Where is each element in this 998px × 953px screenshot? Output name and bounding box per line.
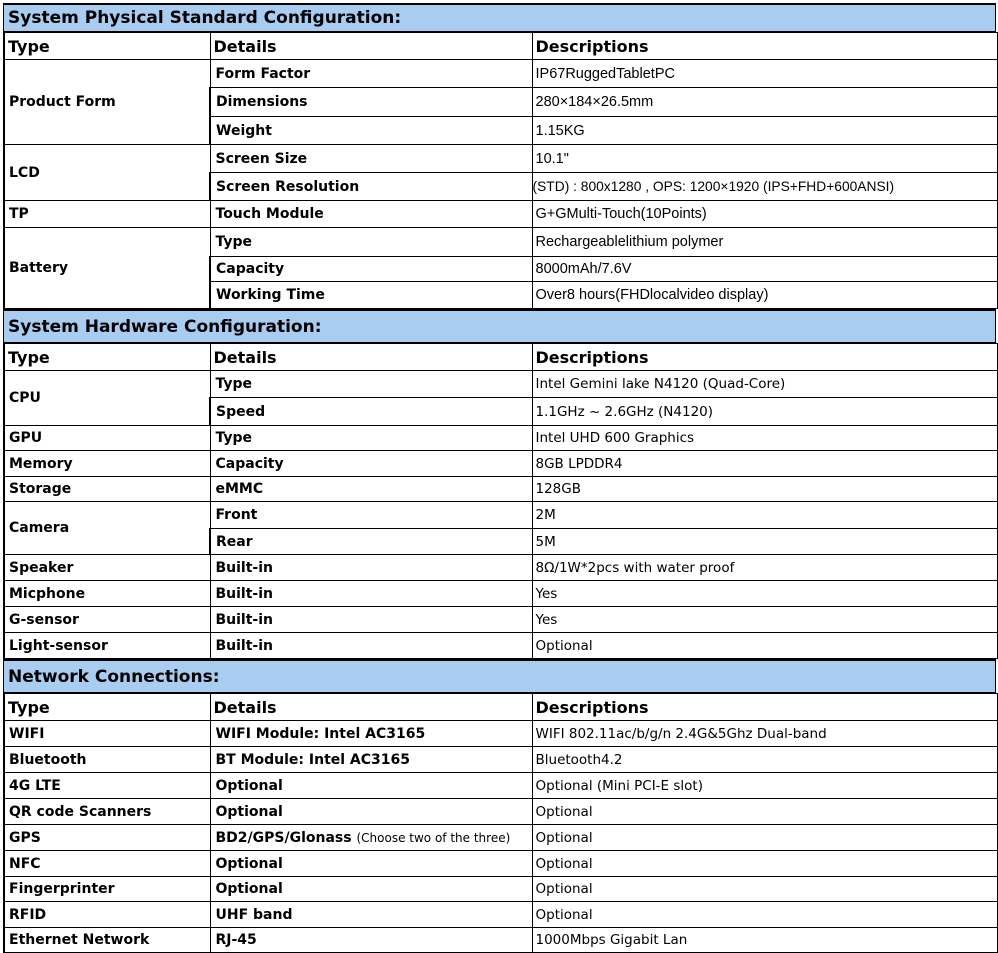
section-title-network: Network Connections:	[3, 659, 996, 693]
details-cell: Front	[210, 502, 532, 529]
table-header-row	[4, 33, 997, 60]
table-row	[4, 799, 997, 825]
description-cell: 8000mAh/7.6V	[532, 257, 997, 282]
details-cell: Rear	[210, 529, 532, 555]
col-header-type: Type	[4, 344, 210, 371]
details-cell: WIFI Module: Intel AC3165	[210, 721, 532, 747]
description-cell: 8Ω/1W*2pcs with water proof	[532, 555, 997, 581]
details-cell: Capacity	[210, 451, 532, 477]
col-header-details: Details	[210, 344, 532, 371]
section-title-hardware: System Hardware Configuration:	[3, 309, 996, 343]
details-cell: Capacity	[210, 257, 532, 282]
type-cell: Storage	[4, 477, 210, 502]
type-cell: Ethernet Network	[4, 928, 210, 953]
table-row	[4, 581, 997, 607]
table-header-row	[4, 694, 997, 721]
description-cell: Optional	[532, 799, 997, 825]
description-cell: 1000Mbps Gigabit Lan	[532, 928, 997, 953]
table-row	[4, 902, 997, 928]
table-row	[4, 633, 997, 659]
network-spec-table	[3, 693, 998, 953]
description-cell: Intel UHD 600 Graphics	[532, 426, 997, 451]
description-cell: Rechargeablelithium polymer	[532, 228, 997, 257]
table-row	[4, 928, 997, 953]
details-cell: Optional	[210, 799, 532, 825]
col-header-type: Type	[4, 694, 210, 721]
type-cell: WIFI	[4, 721, 210, 747]
details-cell: Type	[210, 228, 532, 257]
description-cell: 1.1GHz ~ 2.6GHz (N4120)	[532, 398, 997, 426]
details-cell: UHF band	[210, 902, 532, 928]
type-cell: G-sensor	[4, 607, 210, 633]
description-cell: G+GMulti-Touch(10Points)	[532, 201, 997, 228]
type-cell: Bluetooth	[4, 747, 210, 773]
details-cell: Speed	[210, 398, 532, 426]
description-cell: Optional	[532, 633, 997, 659]
details-cell	[210, 825, 532, 851]
details-cell: Type	[210, 371, 532, 398]
section-title-physical: System Physical Standard Configuration:	[3, 3, 996, 32]
table-row	[4, 145, 997, 173]
details-cell: eMMC	[210, 477, 532, 502]
table-row	[4, 60, 997, 88]
description-cell: 1.15KG	[532, 117, 997, 145]
table-row	[4, 477, 997, 502]
description-cell: 8GB LPDDR4	[532, 451, 997, 477]
table-row	[4, 201, 997, 228]
spec-document	[3, 3, 996, 951]
table-row	[4, 228, 997, 257]
type-cell: QR code Scanners	[4, 799, 210, 825]
table-row	[4, 426, 997, 451]
type-cell: Memory	[4, 451, 210, 477]
type-cell: RFID	[4, 902, 210, 928]
physical-spec-table	[3, 32, 998, 309]
details-cell: RJ-45	[210, 928, 532, 953]
details-cell: Screen Resolution	[210, 173, 532, 201]
description-cell: 2M	[532, 502, 997, 529]
details-cell: Built-in	[210, 581, 532, 607]
description-cell: 128GB	[532, 477, 997, 502]
type-cell: Speaker	[4, 555, 210, 581]
table-row	[4, 555, 997, 581]
table-row	[4, 371, 997, 398]
hardware-spec-table	[3, 343, 998, 659]
gps-details-note: (Choose two of the three)	[356, 830, 511, 845]
description-cell: 280×184×26.5mm	[532, 88, 997, 117]
details-cell: Optional	[210, 851, 532, 877]
details-cell: Weight	[210, 117, 532, 145]
table-row	[4, 877, 997, 902]
type-cell: Camera	[4, 502, 210, 555]
details-cell: Touch Module	[210, 201, 532, 228]
description-cell: WIFI 802.11ac/b/g/n 2.4G&5Ghz Dual-band	[532, 721, 997, 747]
col-header-descriptions: Descriptions	[532, 694, 997, 721]
details-cell: Working Time	[210, 282, 532, 309]
description-cell: Yes	[532, 607, 997, 633]
col-header-type: Type	[4, 33, 210, 60]
type-cell: 4G LTE	[4, 773, 210, 799]
details-cell: BT Module: Intel AC3165	[210, 747, 532, 773]
table-row	[4, 747, 997, 773]
type-cell: GPU	[4, 426, 210, 451]
description-cell: Optional	[532, 825, 997, 851]
table-row	[4, 773, 997, 799]
details-cell: Optional	[210, 877, 532, 902]
details-cell: Screen Size	[210, 145, 532, 173]
type-cell: Product Form	[4, 60, 210, 145]
description-cell: IP67RuggedTabletPC	[532, 60, 997, 88]
type-cell: Micphone	[4, 581, 210, 607]
col-header-details: Details	[210, 33, 532, 60]
description-cell: Bluetooth4.2	[532, 747, 997, 773]
col-header-details: Details	[210, 694, 532, 721]
details-cell: Built-in	[210, 633, 532, 659]
description-cell: Optional	[532, 902, 997, 928]
table-header-row	[4, 344, 997, 371]
description-cell: Intel Gemini lake N4120 (Quad-Core)	[532, 371, 997, 398]
table-row	[4, 451, 997, 477]
description-cell: 10.1"	[532, 145, 997, 173]
description-cell: Over8 hours(FHDlocalvideo display)	[532, 282, 997, 309]
description-cell: Optional	[532, 877, 997, 902]
details-cell: Built-in	[210, 555, 532, 581]
type-cell: Light-sensor	[4, 633, 210, 659]
col-header-descriptions: Descriptions	[532, 344, 997, 371]
type-cell: CPU	[4, 371, 210, 426]
col-header-descriptions: Descriptions	[532, 33, 997, 60]
description-cell: (STD) : 800x1280 , OPS: 1200×1920 (IPS+FHD+600ANSI)	[532, 173, 997, 201]
table-row	[4, 607, 997, 633]
table-row	[4, 825, 997, 851]
description-cell: Yes	[532, 581, 997, 607]
type-cell: Battery	[4, 228, 210, 309]
details-cell: Built-in	[210, 607, 532, 633]
details-cell: Dimensions	[210, 88, 532, 117]
type-cell: Fingerprinter	[4, 877, 210, 902]
description-cell: Optional	[532, 851, 997, 877]
details-cell: Optional	[210, 773, 532, 799]
details-cell: Type	[210, 426, 532, 451]
table-row	[4, 851, 997, 877]
details-cell: Form Factor	[210, 60, 532, 88]
table-row	[4, 721, 997, 747]
gps-details-label: BD2/GPS/Glonass	[215, 829, 352, 846]
type-cell: NFC	[4, 851, 210, 877]
table-row	[4, 502, 997, 529]
type-cell: LCD	[4, 145, 210, 201]
description-cell: 5M	[532, 529, 997, 555]
type-cell: GPS	[4, 825, 210, 851]
type-cell: TP	[4, 201, 210, 228]
description-cell: Optional (Mini PCI-E slot)	[532, 773, 997, 799]
